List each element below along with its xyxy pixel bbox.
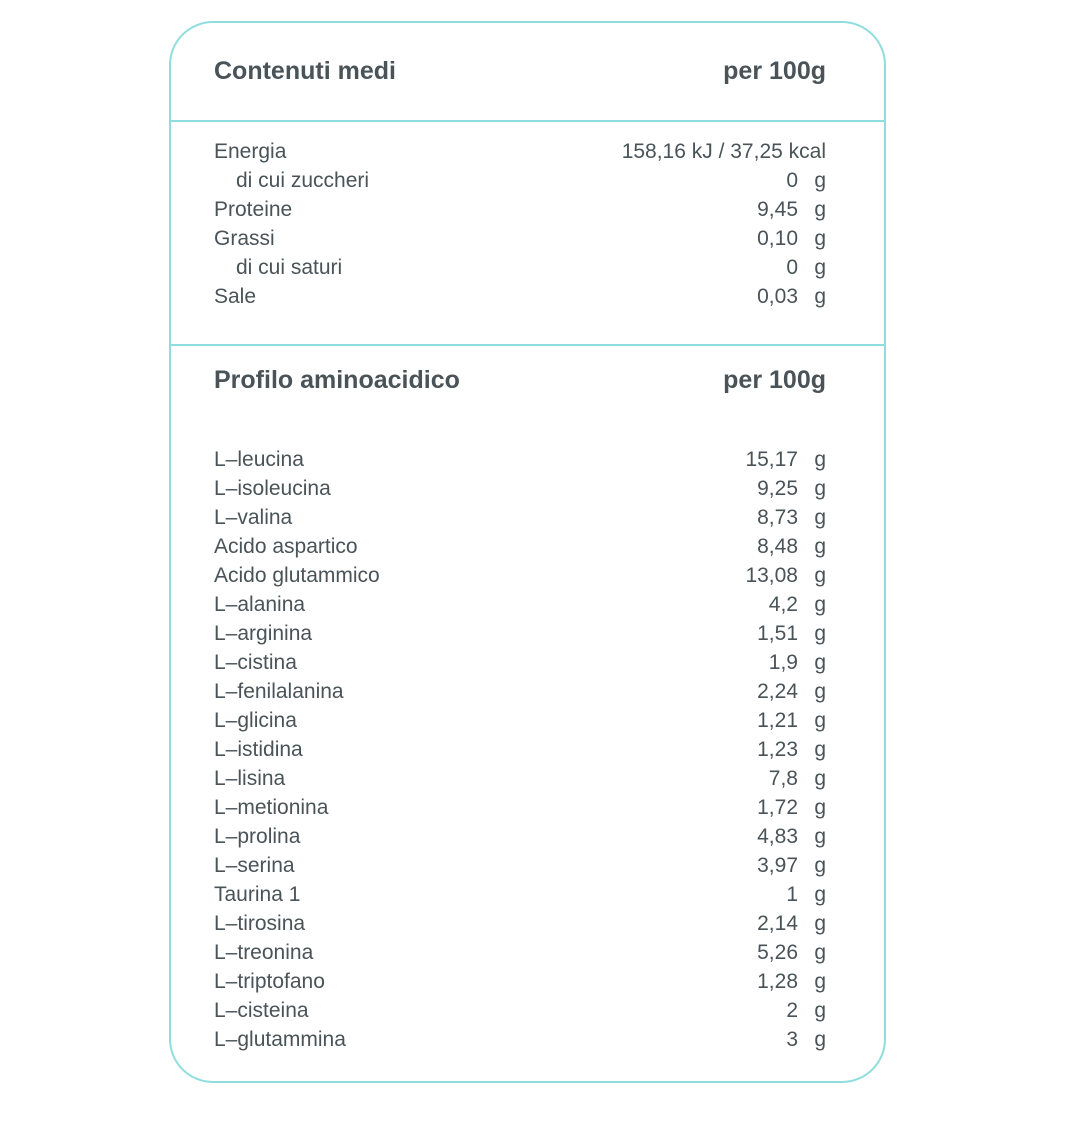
row-value: 1,28: [757, 970, 798, 993]
table-row: [214, 706, 826, 735]
row-label: Taurina 1: [214, 883, 301, 906]
row-unit: g: [814, 285, 826, 308]
row-value: 9,45: [757, 198, 798, 221]
row-value: 2: [786, 999, 798, 1022]
divider-middle: [171, 344, 884, 346]
row-unit: g: [814, 227, 826, 250]
row-unit: g: [814, 1028, 826, 1051]
table-row: [214, 282, 826, 311]
row-label: Sale: [214, 285, 257, 308]
row-label: L–alanina: [214, 593, 306, 616]
table-row: [214, 137, 826, 166]
row-unit: g: [814, 256, 826, 279]
row-unit: g: [814, 709, 826, 732]
amino-header-label: Profilo aminoacidico: [214, 366, 460, 394]
table-row: [214, 1025, 826, 1054]
row-label: L–valina: [214, 506, 293, 529]
nutrition-header: [214, 56, 826, 86]
row-label: L–leucina: [214, 448, 304, 471]
row-unit: g: [814, 506, 826, 529]
row-label: L–prolina: [214, 825, 301, 848]
table-row: [214, 909, 826, 938]
row-value: 15,17: [745, 448, 798, 471]
row-label: Energia: [214, 140, 287, 163]
table-row: [214, 474, 826, 503]
row-value: 5,26: [757, 941, 798, 964]
table-row: [214, 503, 826, 532]
row-label: L–treonina: [214, 941, 314, 964]
row-label: L–arginina: [214, 622, 313, 645]
row-value: 9,25: [757, 477, 798, 500]
row-unit: g: [814, 535, 826, 558]
row-value: 1,21: [757, 709, 798, 732]
row-value: 3: [786, 1028, 798, 1051]
nutrition-header-label: Contenuti medi: [214, 57, 396, 85]
table-row: [214, 764, 826, 793]
table-row: [214, 793, 826, 822]
row-unit: g: [814, 738, 826, 761]
table-row: [214, 253, 826, 282]
row-unit: g: [814, 593, 826, 616]
table-row: [214, 224, 826, 253]
row-unit: g: [814, 448, 826, 471]
row-value: 1: [786, 883, 798, 906]
table-row: [214, 996, 826, 1025]
row-unit: g: [814, 198, 826, 221]
row-value: 1,23: [757, 738, 798, 761]
row-value: 3,97: [757, 854, 798, 877]
row-label: L–glicina: [214, 709, 297, 732]
row-value: 13,08: [745, 564, 798, 587]
nutrition-header-unit: per 100g: [723, 57, 826, 85]
row-unit: g: [814, 767, 826, 790]
row-value: 1,51: [757, 622, 798, 645]
row-value: 0: [786, 256, 798, 279]
row-value: 0,10: [757, 227, 798, 250]
row-label: di cui saturi: [236, 256, 343, 279]
nutrition-rows: [214, 137, 826, 311]
row-unit: g: [814, 970, 826, 993]
row-value: 4,2: [768, 593, 798, 616]
row-value: 7,8: [768, 767, 798, 790]
row-label: Grassi: [214, 227, 275, 250]
table-row: [214, 677, 826, 706]
row-value: 4,83: [757, 825, 798, 848]
table-row: [214, 619, 826, 648]
table-row: [214, 195, 826, 224]
row-value: 1,9: [768, 651, 798, 674]
row-label: L–cistina: [214, 651, 297, 674]
row-label: di cui zuccheri: [236, 169, 370, 192]
row-unit: g: [814, 796, 826, 819]
table-row: [214, 532, 826, 561]
table-row: [214, 166, 826, 195]
nutrition-table-card: [169, 21, 886, 1083]
table-row: [214, 880, 826, 909]
row-label: L–fenilalanina: [214, 680, 344, 703]
divider-top: [171, 120, 884, 122]
amino-rows: [214, 445, 826, 1054]
row-unit: g: [814, 883, 826, 906]
table-row: [214, 648, 826, 677]
amino-header-unit: per 100g: [723, 366, 826, 394]
row-value: 0: [786, 169, 798, 192]
row-label: L–serina: [214, 854, 295, 877]
row-label: L–glutammina: [214, 1028, 346, 1051]
row-value: 2,14: [757, 912, 798, 935]
row-unit: g: [814, 169, 826, 192]
row-unit: g: [814, 564, 826, 587]
table-row: [214, 938, 826, 967]
table-row: [214, 561, 826, 590]
table-row: [214, 822, 826, 851]
amino-header: [214, 365, 826, 395]
row-label: Proteine: [214, 198, 293, 221]
row-value: 158,16 kJ / 37,25 kcal: [621, 140, 826, 163]
row-value: 8,73: [757, 506, 798, 529]
row-unit: g: [814, 825, 826, 848]
row-label: L–istidina: [214, 738, 303, 761]
table-row: [214, 735, 826, 764]
row-label: Acido aspartico: [214, 535, 358, 558]
row-label: L–metionina: [214, 796, 329, 819]
row-value: 1,72: [757, 796, 798, 819]
row-unit: g: [814, 651, 826, 674]
row-unit: g: [814, 854, 826, 877]
row-unit: g: [814, 912, 826, 935]
row-label: L–triptofano: [214, 970, 325, 993]
table-row: [214, 445, 826, 474]
row-label: Acido glutammico: [214, 564, 380, 587]
table-row: [214, 590, 826, 619]
row-value: 8,48: [757, 535, 798, 558]
row-value: 0,03: [757, 285, 798, 308]
table-row: [214, 967, 826, 996]
row-label: L–tirosina: [214, 912, 306, 935]
row-unit: g: [814, 941, 826, 964]
row-label: L–lisina: [214, 767, 286, 790]
row-unit: g: [814, 680, 826, 703]
row-unit: g: [814, 622, 826, 645]
row-unit: g: [814, 999, 826, 1022]
table-row: [214, 851, 826, 880]
row-label: L–cisteina: [214, 999, 309, 1022]
row-value: 2,24: [757, 680, 798, 703]
row-unit: g: [814, 477, 826, 500]
row-label: L–isoleucina: [214, 477, 331, 500]
